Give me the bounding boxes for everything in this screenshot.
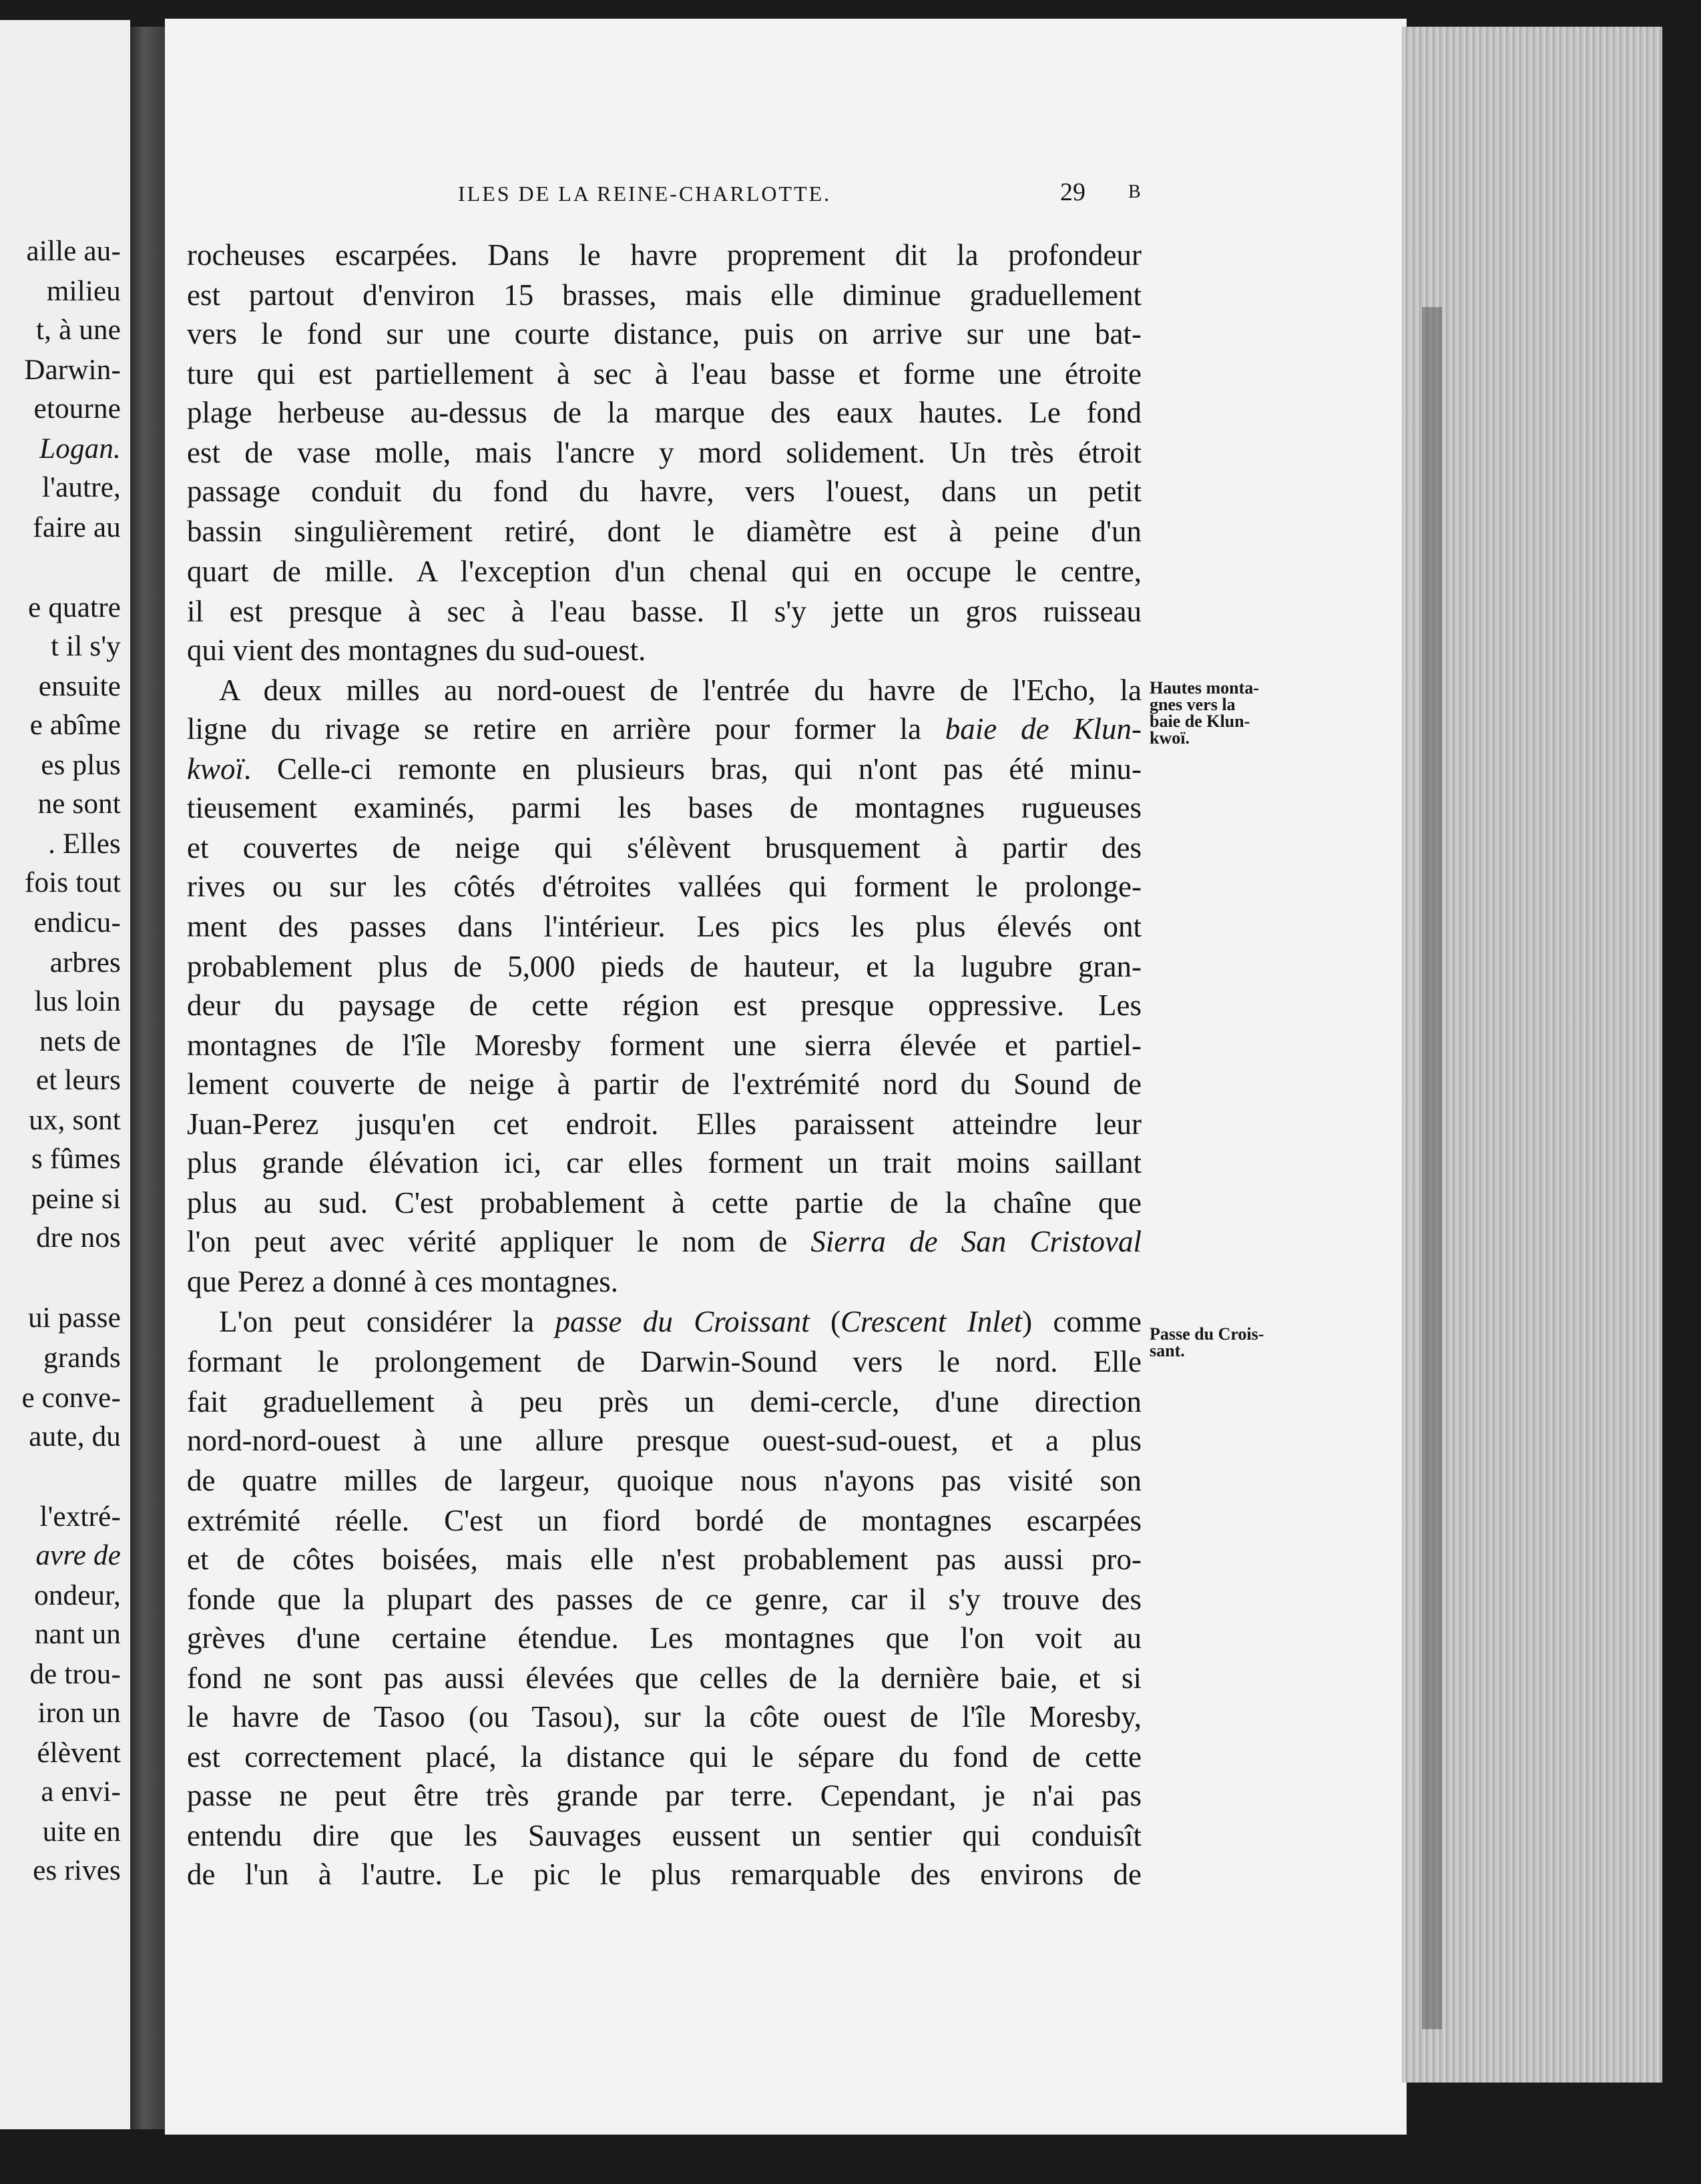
body-line: extrémité réelle. C'est un fiord bordé de montagnes escarpées [187,1504,1142,1537]
body-line: montagnes de l'île Moresby forment une sierra élevée et partiel- [187,1029,1142,1062]
body-line: grèves d'une certaine étendue. Les montagnes que l'on voit au [187,1621,1142,1655]
body-line: ment des passes dans l'intérieur. Les pics les plus élevés ont [187,910,1142,943]
body-line: le havre de Tasoo (ou Tasou), sur la côte ouest de l'île Moresby, [187,1700,1142,1733]
body-line: quart de mille. A l'exception d'un chenal qui en occupe le centre, [187,555,1142,588]
body-line: entendu dire que les Sauvages eussent un sentier qui conduisît [187,1819,1142,1852]
left-page-line: t il s'y [51,631,121,662]
body-line: fonde que la plupart des passes de ce genre, car il s'y trouve des [187,1583,1142,1616]
left-page-line: nets de [39,1026,121,1057]
left-page-line: et leurs [36,1065,121,1096]
left-page-line: es plus [41,750,121,781]
left-page-line: e abîme [29,710,121,741]
body-line: passage conduit du fond du havre, vers l'ouest, dans un petit [187,475,1142,508]
left-page-line: uite en [42,1816,121,1848]
italic-term: baie de Klun- [945,712,1142,746]
body-line: plage herbeuse au-dessus de la marque des eaux hautes. Le fond [187,396,1142,429]
left-page-line: grands [43,1342,121,1374]
page-header [0,178,1701,215]
left-page-line: etourne [33,393,121,425]
left-page-line: Darwin- [24,354,121,386]
body-line: formant le prolongement de Darwin-Sound vers le nord. Elle [187,1345,1142,1378]
body-line: ture qui est partiellement à sec à l'eau basse et forme une étroite [187,357,1142,390]
body-line: deur du paysage de cette région est presque oppressive. Les [187,989,1142,1022]
left-page-line: dre nos [36,1222,121,1254]
left-page-line: ui passe [28,1302,121,1334]
body-line: L'on peut considérer la passe du Croissant (Crescent Inlet) comme [219,1305,1142,1338]
body-line: plus grande élévation ici, car elles forment un trait moins saillant [187,1146,1142,1179]
body-line: bassin singulièrement retiré, dont le diamètre est à peine d'un [187,515,1142,548]
margin-note-line: Hautes monta- [1150,678,1259,698]
left-page-line: élèvent [37,1737,121,1769]
margin-note-line: Passe du Crois- [1150,1324,1264,1344]
italic-term: Sierra de San Cristoval [810,1225,1142,1258]
body-line: l'on peut avec vérité appliquer le nom de Sierra de San Cristoval [187,1225,1142,1258]
left-page-line: ondeur, [34,1580,121,1611]
left-page-line: Logan. [39,433,121,465]
body-line: est correctement placé, la distance qui le sépare du fond de cette [187,1740,1142,1773]
body-line: plus au sud. C'est probablement à cette partie de la chaîne que [187,1186,1142,1219]
left-page-line: e conve- [21,1382,121,1414]
body-line: ligne du rivage se retire en arrière pour former la baie de Klun- [187,712,1142,746]
body-line: est de vase molle, mais l'ancre y mord solidement. Un très étroit [187,436,1142,469]
body-line: nord-nord-ouest à une allure presque ouest-sud-ouest, et a plus [187,1424,1142,1457]
margin-note-line: gnes vers la [1150,695,1236,714]
left-page-line: . Elles [48,828,121,860]
left-page-line: peine si [31,1183,121,1215]
body-line: rocheuses escarpées. Dans le havre proprement dit la profondeur [187,238,1142,272]
left-page-line: l'autre, [42,472,121,503]
body-line: de quatre milles de largeur, quoique nous n'ayons pas visité son [187,1464,1142,1497]
left-facing-page [0,20,130,2129]
left-page-line: ux, sont [29,1105,121,1136]
body-line: fait graduellement à peu près un demi-cercle, d'une direction [187,1385,1142,1418]
italic-term: passe du Croissant [555,1305,810,1338]
body-line: et de côtes boisées, mais elle n'est probablement pas aussi pro- [187,1543,1142,1576]
left-page-line: aille au- [26,236,121,267]
body-line: lement couverte de neige à partir de l'extrémité nord du Sound de [187,1067,1142,1101]
margin-note-line: kwoï. [1150,728,1190,748]
italic-term: Crescent Inlet [840,1305,1023,1338]
left-page-line: avre de [35,1540,121,1571]
body-line: vers le fond sur une courte distance, puis on arrive sur une bat- [187,317,1142,350]
book-gutter [130,27,165,2129]
body-line: qui vient des montagnes du sud-ouest. [187,633,646,667]
body-line: A deux milles au nord-ouest de l'entrée du havre de l'Echo, la [219,673,1142,707]
body-line: rives ou sur les côtés d'étroites vallées qui forment le prolonge- [187,870,1142,903]
left-page-line: es rives [33,1855,121,1886]
left-page-line: l'extré- [39,1501,121,1533]
body-line: Juan-Perez jusqu'en cet endroit. Elles paraissent atteindre leur [187,1107,1142,1141]
body-line: passe ne peut être très grande par terre. Cependant, je n'ai pas [187,1779,1142,1812]
margin-note-line: sant. [1150,1341,1185,1360]
left-page-line: endicu- [33,907,121,938]
margin-note-line: baie de Klun- [1150,712,1250,731]
left-page-line: faire au [33,512,121,543]
body-line: probablement plus de 5,000 pieds de hauteur, et la lugubre gran- [187,950,1142,983]
left-page-line: ensuite [38,671,121,702]
left-page-line: iron un [37,1697,121,1729]
left-page-line: nant un [34,1619,121,1650]
page-edge-shadow [1422,307,1442,2029]
body-line: que Perez a donné à ces montagnes. [187,1265,618,1298]
left-page-line: arbres [49,947,121,979]
body-line: kwoï. Celle-ci remonte en plusieurs bras, qui n'ont pas été minu- [187,752,1142,786]
running-title: ILES DE LA REINE-CHARLOTTE. [458,182,832,206]
left-page-line: aute, du [29,1421,121,1452]
body-line: tieusement examinés, parmi les bases de montagnes rugueuses [187,791,1142,824]
left-page-line: t, à une [36,314,121,346]
italic-term: kwoï [187,752,244,786]
left-page-line: fois tout [25,867,121,898]
left-page-line: lus loin [34,986,121,1017]
left-page-line: a envi- [41,1776,121,1808]
body-line: fond ne sont pas aussi élevées que celles de la dernière baie, et si [187,1661,1142,1695]
left-page-line: milieu [46,276,121,307]
left-page-line: ne sont [37,788,121,820]
body-line: de l'un à l'autre. Le pic le plus remarquable des environs de [187,1858,1142,1891]
section-letter: B [1128,182,1141,202]
left-page-line: de trou- [29,1659,121,1690]
body-line: il est presque à sec à l'eau basse. Il s'y jette un gros ruisseau [187,595,1142,628]
page-number: 29 [1060,178,1085,206]
body-line: est partout d'environ 15 brasses, mais elle diminue graduellement [187,278,1142,312]
left-page-line: e quatre [28,592,121,623]
body-line: et couvertes de neige qui s'élèvent brusquement à partir des [187,831,1142,864]
left-page-line: s fûmes [31,1143,121,1175]
